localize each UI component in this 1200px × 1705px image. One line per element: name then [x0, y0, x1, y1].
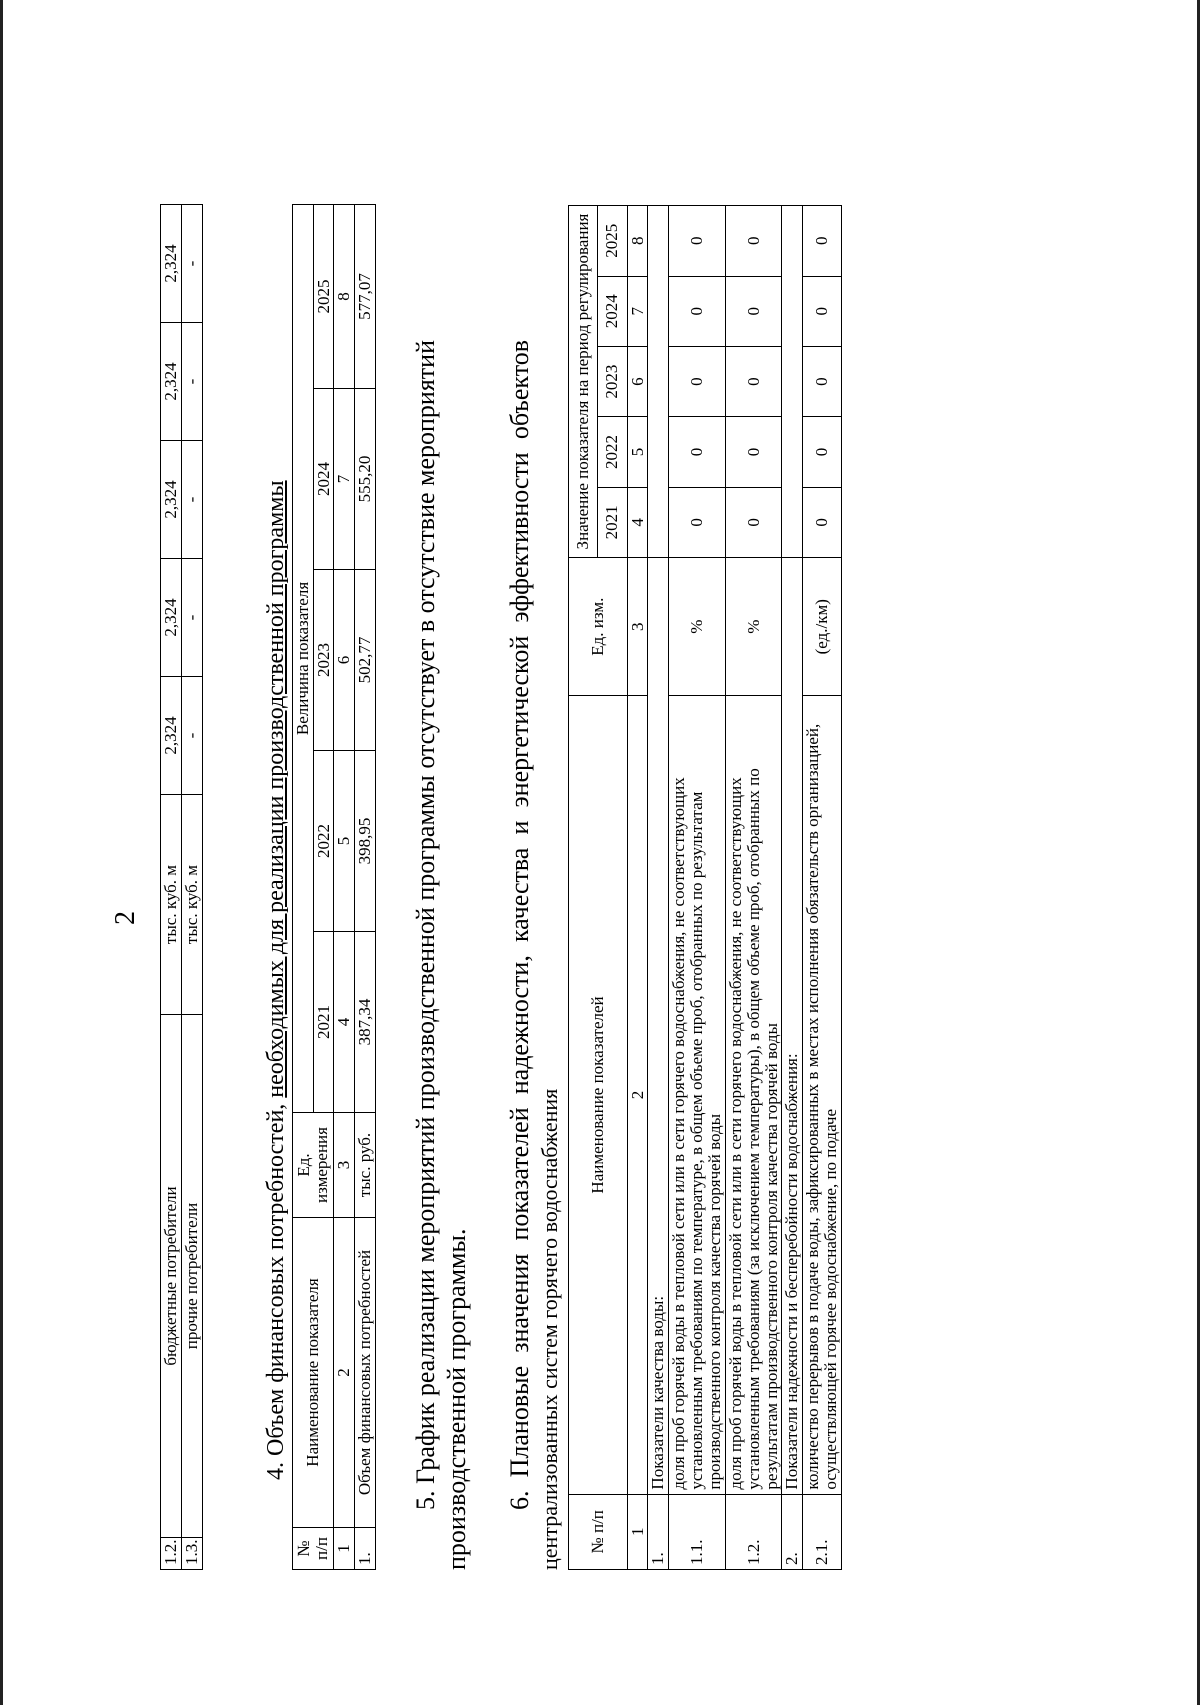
- header-value-group: Значение показателя на период регулирования: [568, 206, 598, 558]
- table-row: [355, 204, 376, 1569]
- row-value: 2,324: [161, 559, 182, 677]
- header-num: № п/п: [568, 1494, 627, 1569]
- index-cell: 5: [334, 751, 355, 932]
- financial-needs-table: [292, 204, 376, 1570]
- header-value-group: Величина показателя: [292, 204, 313, 1112]
- header-year: 2022: [598, 417, 628, 487]
- row-name: бюджетные потребители: [161, 1015, 182, 1538]
- row-name: доля проб горячей воды в тепловой сети или в сети горячего водоснабжения, не соответствующих установленным требованиям по температуре, в общем объеме проб, отобранных по результатам производственного контроля качества горячей воды: [669, 696, 726, 1494]
- section-4-title: [263, 70, 290, 1480]
- row-value: -: [181, 441, 202, 559]
- row-name: Объем финансовых потребностей: [355, 1218, 376, 1528]
- row-unit: тыс. руб.: [355, 1113, 376, 1218]
- index-cell: 4: [334, 932, 355, 1113]
- group-number: 2.: [782, 1494, 803, 1569]
- table-index-row: [334, 204, 355, 1569]
- section-5-text: 5. График реализации мероприятий производственной программы отсутствует в отсутствие мероприятий производственной программы.: [411, 340, 472, 1570]
- row-value: 555,20: [355, 389, 376, 570]
- header-name: Наименование показателей: [568, 696, 627, 1494]
- row-unit: (ед./км): [803, 558, 842, 696]
- row-value: 0: [725, 346, 782, 416]
- row-value: 0: [803, 276, 842, 346]
- header-year: 2022: [313, 751, 334, 932]
- row-number: 1.2.: [161, 1538, 182, 1570]
- indicators-table: [568, 205, 842, 1570]
- row-value: 0: [803, 487, 842, 557]
- row-unit: тыс. куб. м: [181, 795, 202, 1015]
- header-year: 2023: [313, 570, 334, 751]
- header-name: Наименование показателя: [292, 1218, 334, 1528]
- section-6-title-main: 6. Плановые значения показателей надежности, качества и энергетической эффективности объектов: [505, 340, 535, 1510]
- index-cell: 1: [334, 1528, 355, 1570]
- index-cell: 1: [627, 1494, 648, 1569]
- header-year: 2024: [313, 389, 334, 570]
- table-row: [181, 205, 202, 1570]
- index-cell: 3: [627, 558, 648, 696]
- row-value: 2,324: [161, 205, 182, 323]
- group-title: Показатели надежности и бесперебойности водоснабжения:: [782, 558, 803, 1495]
- page-number: 2: [110, 911, 141, 925]
- row-number: 1.2.: [725, 1494, 782, 1569]
- table-row: [669, 206, 726, 1570]
- row-value: 2,324: [161, 677, 182, 795]
- table-row: [803, 206, 842, 1570]
- row-value: 0: [669, 206, 726, 277]
- document-content: [160, 70, 842, 1570]
- row-value: 0: [803, 346, 842, 416]
- table-index-row: [627, 206, 648, 1570]
- section-6-title-last: централизованных систем горячего водоснабжения: [537, 1088, 563, 1570]
- row-unit: тыс. куб. м: [161, 795, 182, 1015]
- index-cell: 6: [334, 570, 355, 751]
- row-value: 0: [725, 276, 782, 346]
- row-value: 577,07: [355, 204, 376, 388]
- row-value: 387,34: [355, 932, 376, 1113]
- row-value: 2,324: [161, 323, 182, 441]
- header-unit: Ед. измерения: [292, 1113, 334, 1218]
- row-number: 1.3.: [181, 1538, 202, 1570]
- row-value: 0: [725, 417, 782, 487]
- table-header-row: [568, 206, 598, 1570]
- index-cell: 8: [334, 204, 355, 388]
- table-header-row: [292, 204, 313, 1569]
- index-cell: 7: [627, 276, 648, 346]
- row-value: 502,77: [355, 570, 376, 751]
- row-value: 398,95: [355, 751, 376, 932]
- table-row: [725, 206, 782, 1570]
- row-name: доля проб горячей воды в тепловой сети или в сети горячего водоснабжения, не соответствующих установленным требованиям (за исключением температуры), в общем объеме проб, отобранных по результатам производственного контроля качества горячей воды: [725, 696, 782, 1494]
- index-cell: 2: [334, 1218, 355, 1528]
- header-unit: Ед. изм.: [568, 558, 627, 696]
- group-title: Показатели качества воды:: [648, 558, 669, 1495]
- table-row: [161, 205, 182, 1570]
- row-number: 1.1.: [669, 1494, 726, 1569]
- index-cell: 4: [627, 487, 648, 557]
- section-4-title-underlined: необходимых для реализации производственной программы: [262, 480, 289, 1098]
- table-group-row: [648, 206, 669, 1570]
- header-year: 2024: [598, 276, 628, 346]
- row-number: 1.: [355, 1528, 376, 1570]
- header-year: 2025: [598, 206, 628, 277]
- header-year: 2023: [598, 346, 628, 416]
- row-value: -: [181, 677, 202, 795]
- header-year: 2025: [313, 204, 334, 388]
- index-cell: 5: [627, 417, 648, 487]
- empty-cell: [782, 206, 803, 558]
- header-num: № п/п: [292, 1528, 334, 1570]
- row-value: -: [181, 559, 202, 677]
- header-year: 2021: [598, 487, 628, 557]
- index-cell: 3: [334, 1113, 355, 1218]
- index-cell: 2: [627, 696, 648, 1494]
- index-cell: 7: [334, 389, 355, 570]
- index-cell: 8: [627, 206, 648, 277]
- row-name: прочие потребители: [181, 1015, 202, 1538]
- row-value: 0: [803, 206, 842, 277]
- row-value: 0: [725, 487, 782, 557]
- index-cell: 6: [627, 346, 648, 416]
- row-value: 0: [725, 206, 782, 277]
- row-unit: %: [725, 558, 782, 696]
- section-4-title-prefix: 4. Объем финансовых потребностей,: [262, 1097, 289, 1480]
- row-value: 0: [669, 487, 726, 557]
- row-value: 0: [669, 417, 726, 487]
- row-name: количество перерывов в подаче воды, зафиксированных в местах исполнения обязательств организацией, осуществляющей горячее водоснабжение, по подаче: [803, 696, 842, 1494]
- section-6-title: [506, 340, 563, 1570]
- row-value: 0: [669, 346, 726, 416]
- row-value: 0: [803, 417, 842, 487]
- row-value: -: [181, 205, 202, 323]
- row-value: -: [181, 323, 202, 441]
- group-number: 1.: [648, 1494, 669, 1569]
- row-value: 0: [669, 276, 726, 346]
- empty-cell: [648, 206, 669, 558]
- row-unit: %: [669, 558, 726, 696]
- row-number: 2.1.: [803, 1494, 842, 1569]
- row-value: 2,324: [161, 441, 182, 559]
- header-year: 2021: [313, 932, 334, 1113]
- consumers-table: [160, 204, 203, 1570]
- table-group-row: [782, 206, 803, 1570]
